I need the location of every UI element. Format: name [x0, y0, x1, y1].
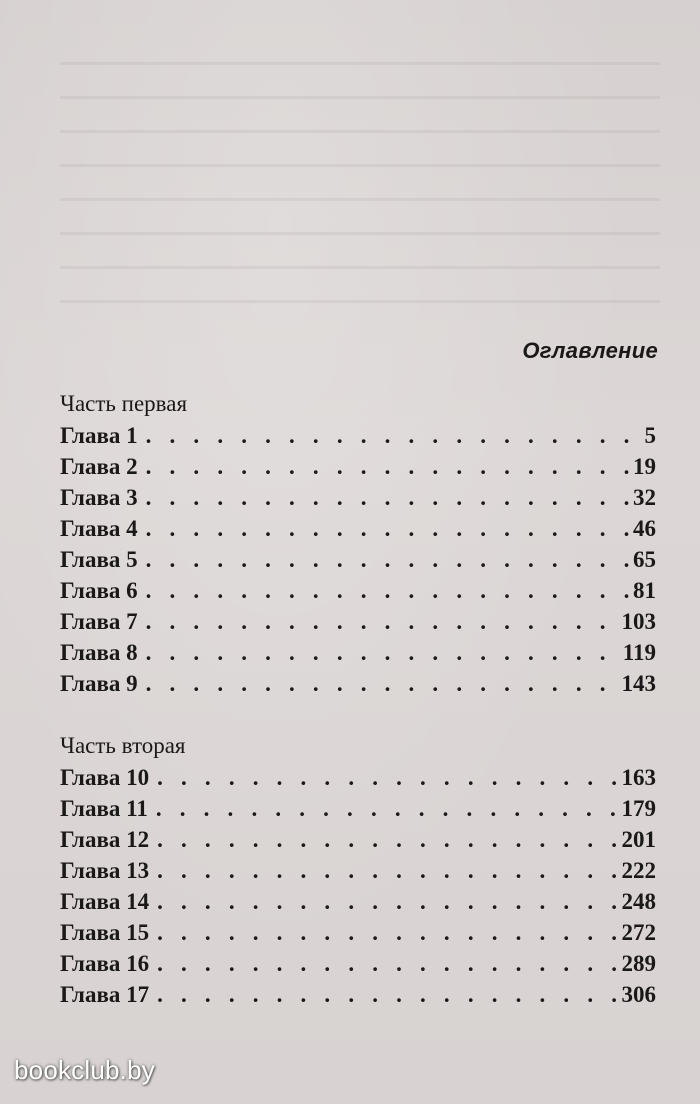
chapter-label: Глава 14 [60, 889, 150, 914]
toc-entry [60, 762, 656, 793]
dot-leader [146, 668, 619, 699]
part-heading: Часть первая [60, 391, 188, 416]
toc-entry [60, 855, 656, 886]
chapter-label: Глава 9 [60, 671, 138, 696]
show-through-line [60, 198, 660, 201]
toc-entry [60, 544, 656, 575]
page-number: 81 [633, 578, 656, 603]
dot-leader [157, 979, 618, 1010]
show-through-line [60, 232, 660, 235]
chapter-label: Глава 17 [60, 982, 150, 1007]
chapter-label: Глава 12 [60, 827, 150, 852]
dot-leader [157, 886, 618, 917]
page-number: 5 [644, 423, 656, 448]
chapter-label: Глава 10 [60, 765, 150, 790]
part-first [60, 388, 656, 699]
dot-leader [157, 917, 618, 948]
part-second [60, 730, 656, 1010]
toc-entry [60, 513, 656, 544]
dot-leader [156, 793, 619, 824]
chapter-label: Глава 1 [60, 423, 138, 448]
page-number: 103 [621, 609, 656, 634]
chapter-label: Глава 2 [60, 454, 138, 479]
page-number: 143 [621, 671, 656, 696]
page-number: 272 [621, 920, 656, 945]
dot-leader [157, 824, 618, 855]
toc-entry [60, 668, 656, 699]
toc-entry [60, 637, 656, 668]
show-through-line [60, 96, 660, 99]
show-through-line [60, 62, 660, 65]
toc-entry [60, 482, 656, 513]
chapter-label: Глава 11 [60, 796, 148, 821]
dot-leader [157, 762, 618, 793]
dot-leader [157, 948, 618, 979]
page-number: 32 [633, 485, 656, 510]
toc-entry [60, 575, 656, 606]
page-number: 248 [621, 889, 656, 914]
show-through-line [60, 164, 660, 167]
page-number: 201 [621, 827, 656, 852]
chapter-label: Глава 13 [60, 858, 150, 883]
dot-leader [157, 855, 618, 886]
toc-entry [60, 793, 656, 824]
part-heading: Часть вторая [60, 733, 186, 758]
page-number: 222 [621, 858, 656, 883]
toc-entry [60, 451, 656, 482]
toc-entry [60, 948, 656, 979]
dot-leader [146, 606, 619, 637]
page-number: 163 [621, 765, 656, 790]
page-number: 19 [633, 454, 656, 479]
dot-leader [146, 575, 630, 606]
toc-entry [60, 824, 656, 855]
dot-leader [146, 420, 642, 451]
chapter-label: Глава 3 [60, 485, 138, 510]
page-number: 46 [633, 516, 656, 541]
page-number: 179 [621, 796, 656, 821]
chapter-label: Глава 6 [60, 578, 138, 603]
dot-leader [146, 513, 630, 544]
toc-entry [60, 606, 656, 637]
chapter-label: Глава 15 [60, 920, 150, 945]
show-through-line [60, 266, 660, 269]
toc-entry [60, 917, 656, 948]
toc-entry [60, 886, 656, 917]
page-title: Оглавление [522, 338, 658, 363]
show-through-line [60, 130, 660, 133]
page-number: 119 [622, 640, 656, 665]
page-number: 289 [621, 951, 656, 976]
chapter-label: Глава 16 [60, 951, 150, 976]
dot-leader [146, 544, 630, 575]
page-number: 65 [633, 547, 656, 572]
dot-leader [146, 451, 630, 482]
chapter-label: Глава 8 [60, 640, 138, 665]
dot-leader [146, 637, 620, 668]
chapter-label: Глава 7 [60, 609, 138, 634]
toc-entry [60, 979, 656, 1010]
page-number: 306 [621, 982, 656, 1007]
dot-leader [146, 482, 630, 513]
chapter-label: Глава 4 [60, 516, 138, 541]
watermark-text: bookclub.by [14, 1055, 155, 1085]
chapter-label: Глава 5 [60, 547, 138, 572]
show-through-line [60, 300, 660, 303]
toc-entry [60, 420, 656, 451]
